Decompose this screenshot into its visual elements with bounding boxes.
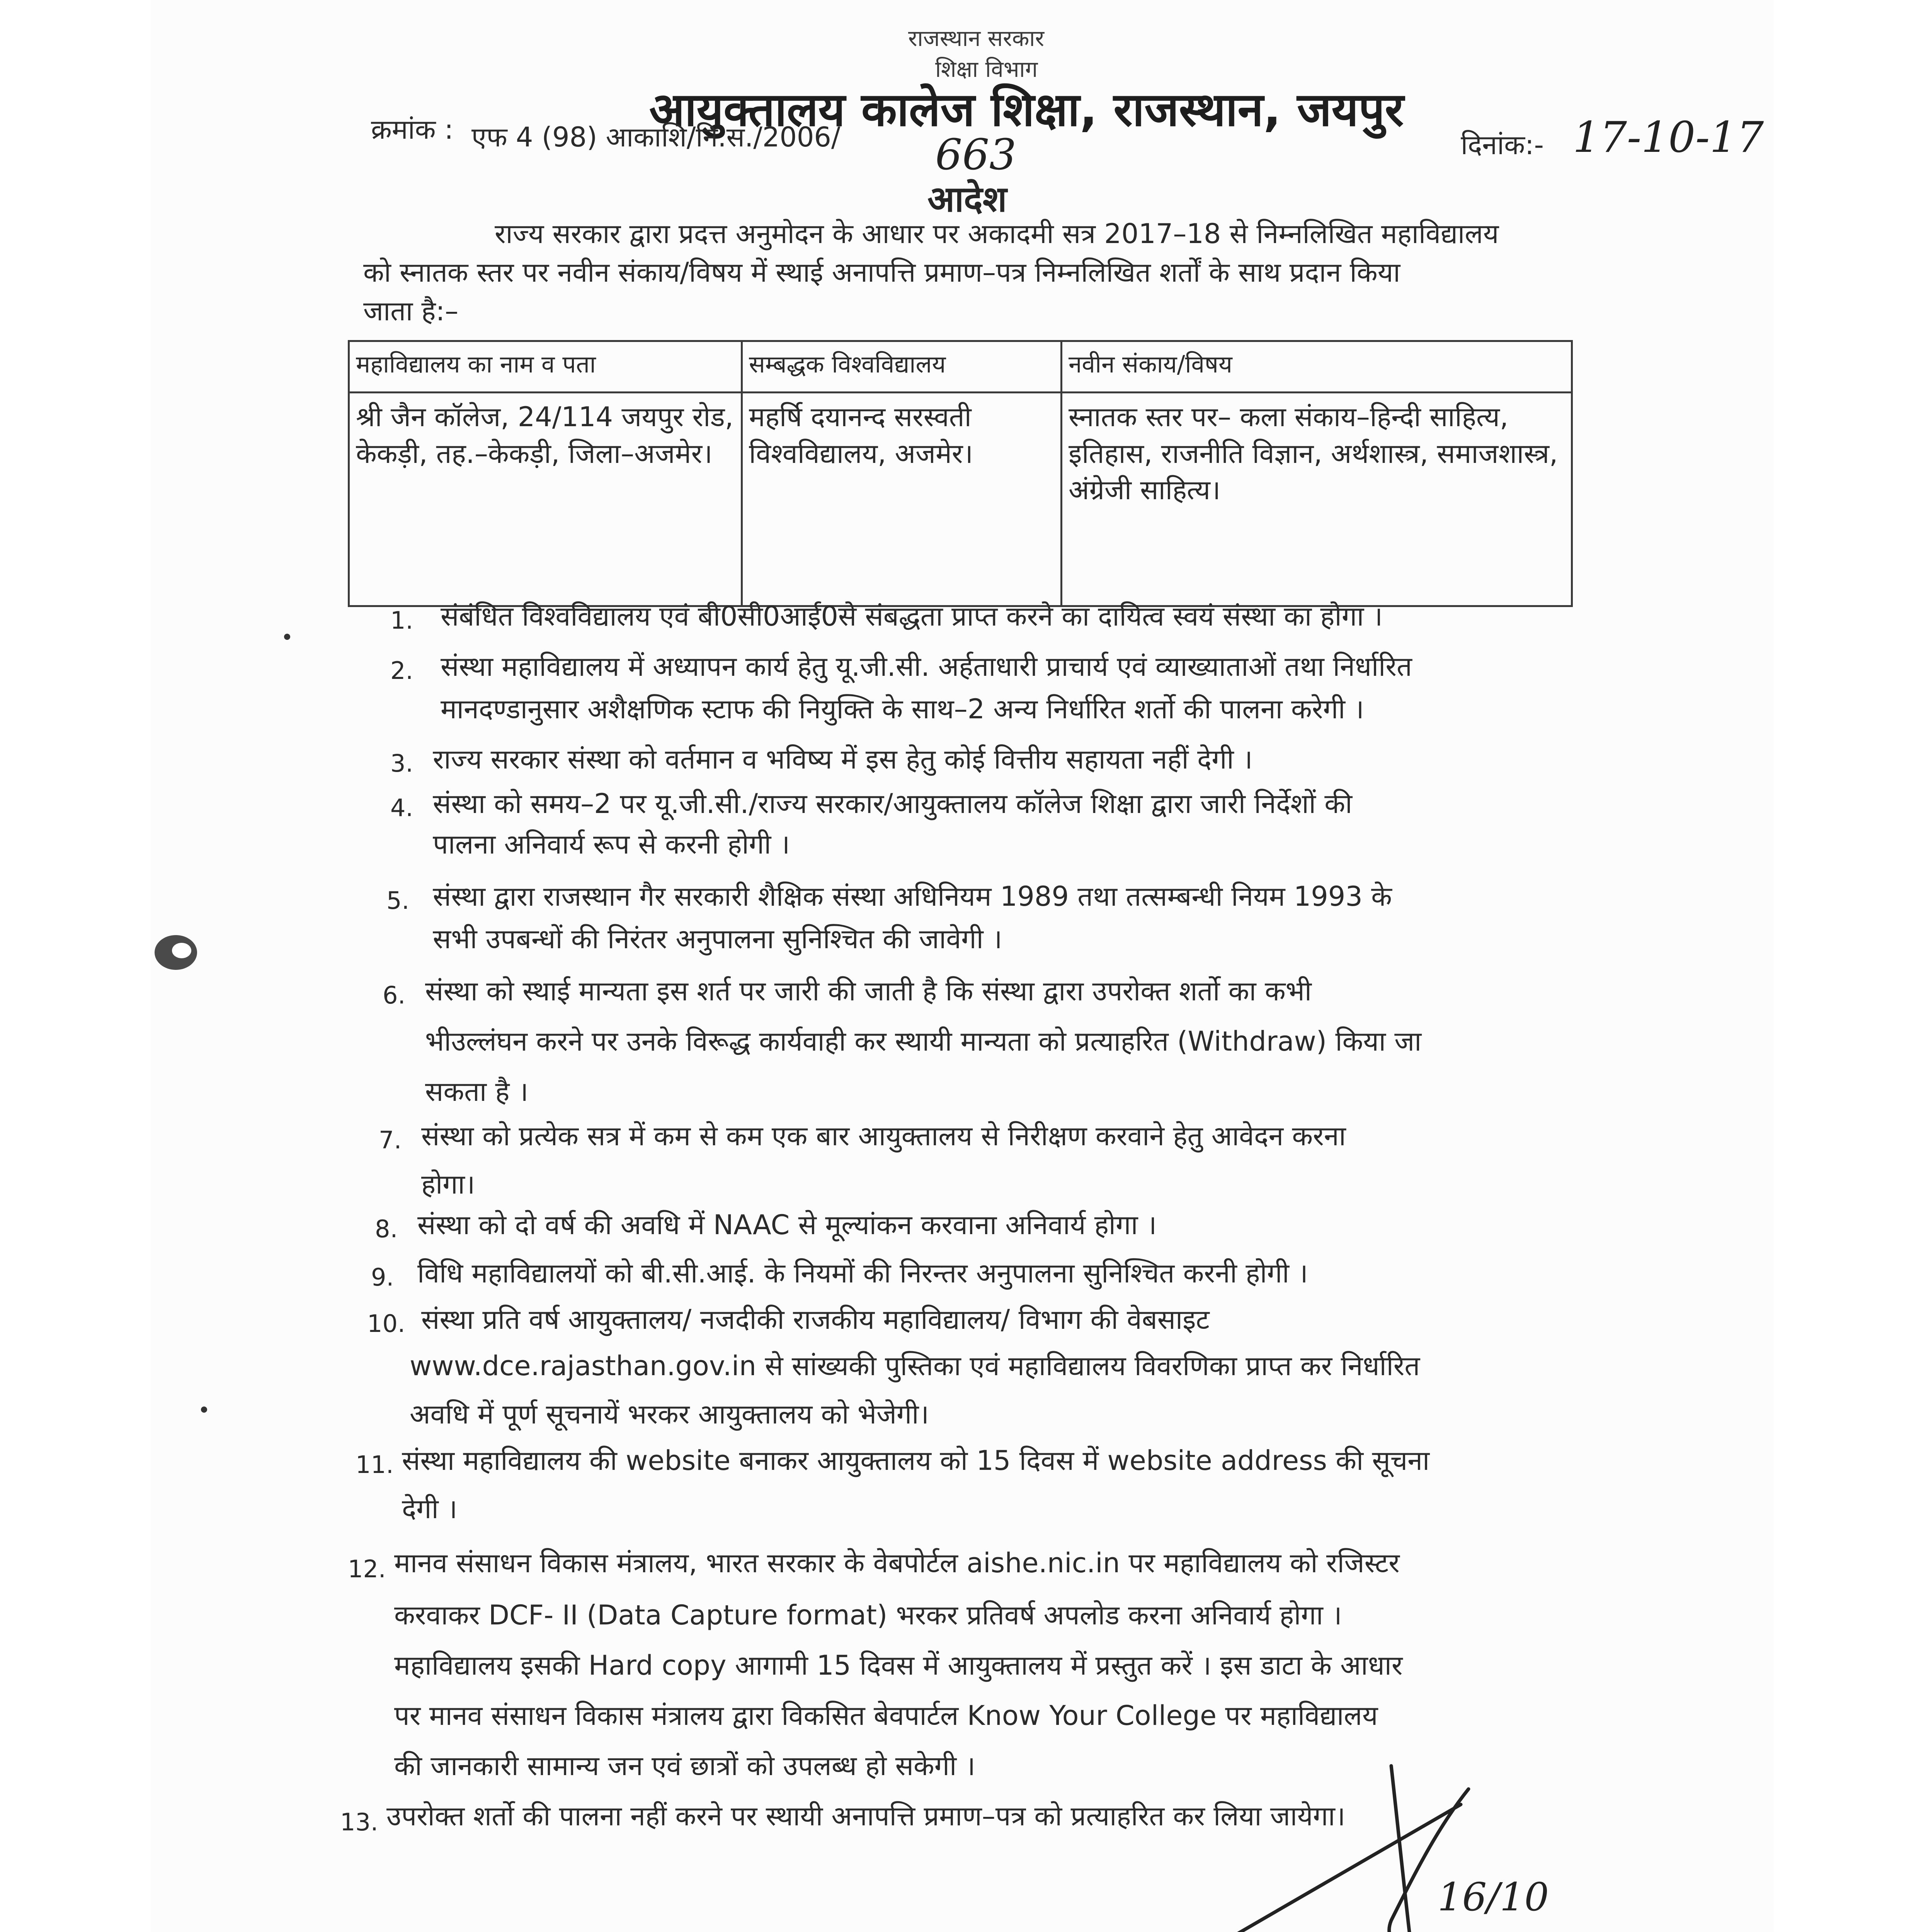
condition-number: 9. [371,1263,394,1291]
condition-line: संस्था को स्थाई मान्यता इस शर्त पर जारी की जाती है कि संस्था द्वारा उपरोक्त शर्तो का कभी [425,975,1312,1007]
condition-line: संस्था महाविद्यालय की website बनाकर आयुक्तालय को 15 दिवस में website address की सूचना [402,1445,1430,1476]
condition-line: विधि महाविद्यालयों को बी.सी.आई. के नियमों की निरन्तर अनुपालना सुनिश्चित करनी होगी । [417,1257,1308,1289]
condition-line: मानदण्डानुसार अशैक्षणिक स्टाफ की नियुक्ति के साथ–2 अन्य निर्धारित शर्तो की पालना करेगी । [441,693,1364,725]
condition-number: 1. [390,606,413,634]
order-heading: आदेश [927,179,1007,220]
condition-number: 3. [390,749,413,777]
condition-line: उपरोक्त शर्तो की पालना नहीं करने पर स्थायी अनापत्ति प्रमाण–पत्र को प्रत्याहरित कर लिया जायेगा। [386,1800,1346,1832]
condition-number: 5. [386,886,410,915]
condition-line: अवधि में पूर्ण सूचनायें भरकर आयुक्तालय को भेजेगी। [410,1398,929,1430]
condition-line: करवाकर DCF- II (Data Capture format) भरकर प्रतिवर्ष अपलोड करना अनिवार्य होगा । [394,1599,1342,1631]
condition-line: संस्था को दो वर्ष की अवधि में NAAC से मूल्यांकन करवाना अनिवार्य होगा । [417,1209,1157,1241]
college-table [348,340,1573,607]
condition-number: 8. [375,1215,398,1243]
condition-number: 4. [390,794,413,822]
table-row [349,393,1572,606]
ref-handwritten-number: 663 [935,130,1016,179]
date-handwritten: 17-10-17 [1573,112,1764,162]
condition-line: संस्था को प्रत्येक सत्र में कम से कम एक बार आयुक्तालय से निरीक्षण करवाने हेतु आवेदन करना [421,1120,1346,1152]
condition-line: देगी । [402,1493,458,1525]
date-label: दिनांक:- [1461,129,1544,161]
condition-line: सभी उपबन्धों की निरंतर अनुपालना सुनिश्चित की जावेगी । [433,923,1002,955]
condition-line: पालना अनिवार्य रूप से करनी होगी । [433,828,790,860]
table-cell-university: महर्षि दयानन्द सरस्वती विश्वविद्यालय, अजमेर। [742,393,1062,606]
condition-line: www.dce.rajasthan.gov.in से सांख्यकी पुस्तिका एवं महाविद्यालय विवरणिका प्राप्त कर निर्धारित [410,1350,1420,1382]
condition-number: 11. [356,1451,394,1479]
condition-line: मानव संसाधन विकास मंत्रालय, भारत सरकार के वेबपोर्टल aishe.nic.in पर महाविद्यालय को रजिस्टर [394,1547,1400,1579]
condition-number: 10. [367,1310,405,1338]
ref-number: एफ 4 (98) आकाशि/नि.स./2006/ [471,121,841,153]
department-line: शिक्षा विभाग [935,56,1038,82]
commissioner-sign-date: 16/10 [1438,1874,1549,1920]
condition-line: संस्था को समय–2 पर यू.जी.सी./राज्य सरकार/आयुक्तालय कॉलेज शिक्षा द्वारा जारी निर्देशों की [433,788,1353,820]
table-header: महाविद्यालय का नाम व पता [349,341,742,393]
condition-line: राज्य सरकार संस्था को वर्तमान व भविष्य में इस हेतु कोई वित्तीय सहायता नहीं देगी । [433,743,1253,775]
office-title: आयुक्तालय कालेज शिक्षा, राजस्थान, जयपुर [649,83,1404,137]
ref-label: क्रमांक : [371,114,454,145]
scanned-paper [151,0,1774,1932]
condition-line: पर मानव संसाधन विकास मंत्रालय द्वारा विकसित बेवपार्टल Know Your College पर महाविद्यालय [394,1700,1378,1731]
condition-line: महाविद्यालय इसकी Hard copy आगामी 15 दिवस में आयुक्तालय में प्रस्तुत करें । इस डाटा के आधार [394,1650,1403,1681]
table-cell-college: श्री जैन कॉलेज, 24/114 जयपुर रोड, केकड़ी, तह.–केकड़ी, जिला–अजमेर। [349,393,742,606]
condition-number: 12. [348,1555,386,1583]
condition-number: 2. [390,656,413,685]
table-header: नवीन संकाय/विषय [1062,341,1572,393]
scan-dot [284,634,290,640]
condition-line: भीउल्लंघन करने पर उनके विरूद्ध कार्यवाही कर स्थायी मान्यता को प्रत्याहरित (Withdraw) किया जा [425,1026,1422,1057]
table-header-row [349,341,1572,393]
condition-number: 7. [379,1126,402,1154]
scan-dot [201,1406,207,1413]
condition-line: सकता है । [425,1076,529,1107]
condition-number: 6. [383,981,406,1009]
punch-hole-mark [147,927,205,978]
intro-line-1: राज्य सरकार द्वारा प्रदत्त अनुमोदन के आधार पर अकादमी सत्र 2017–18 से निम्नलिखित महाविद्यालय [495,218,1499,250]
condition-line: संबंधित विश्वविद्यालय एवं बी0सी0आई0से संबद्धता प्राप्त करने का दायित्व स्वयं संस्था का होगा । [441,600,1383,632]
condition-line: की जानकारी सामान्य जन एवं छात्रों को उपलब्ध हो सकेगी । [394,1750,975,1782]
intro-line-3: जाता है:– [363,295,459,327]
condition-line: संस्था महाविद्यालय में अध्यापन कार्य हेतु यू.जी.सी. अर्हताधारी प्राचार्य एवं व्याख्याताओं तथा निर्धारित [441,651,1412,682]
condition-number: 13. [340,1808,378,1836]
condition-line: होगा। [421,1168,475,1200]
intro-line-2: को स्नातक स्तर पर नवीन संकाय/विषय में स्थाई अनापत्ति प्रमाण–पत्र निम्नलिखित शर्तों के साथ प्रदान किया [363,257,1400,288]
govt-line: राजस्थान सरकार [908,25,1045,51]
table-cell-subjects: स्नातक स्तर पर– कला संकाय–हिन्दी साहित्य, इतिहास, राजनीति विज्ञान, अर्थशास्त्र, समाजशास्त्र, अंग्रेजी साहित्य। [1062,393,1572,606]
table-header: सम्बद्धक विश्वविद्यालय [742,341,1062,393]
condition-line: संस्था द्वारा राजस्थान गैर सरकारी शैक्षिक संस्था अधिनियम 1989 तथा तत्सम्बन्धी नियम 1993 के [433,881,1392,912]
condition-line: संस्था प्रति वर्ष आयुक्तालय/ नजदीकी राजकीय महाविद्यालय/ विभाग की वेबसाइट [421,1304,1210,1335]
